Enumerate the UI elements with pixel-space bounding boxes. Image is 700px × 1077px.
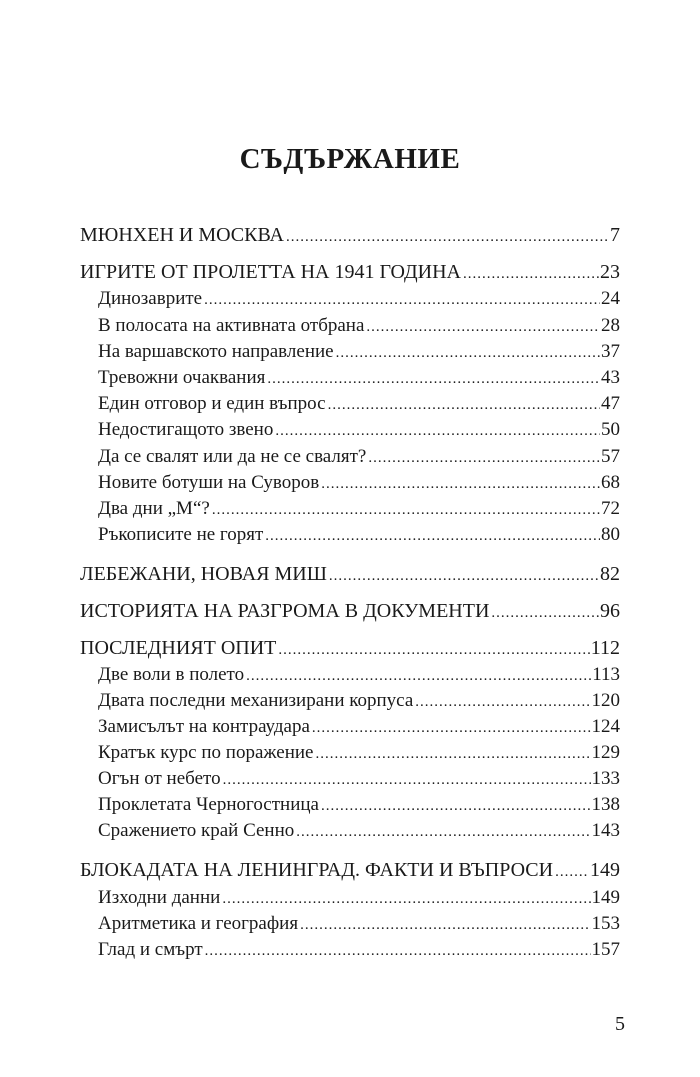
toc-entry-title: На варшавското направление — [98, 341, 334, 362]
toc-entry-section — [98, 498, 620, 524]
toc-entry-section — [98, 690, 620, 716]
toc-entry-title: Аритметика и география — [98, 913, 299, 934]
dot-leader — [321, 798, 591, 815]
toc-entry-title: ИСТОРИЯТА НА РАЗГРОМА В ДОКУМЕНТИ — [80, 600, 490, 622]
toc-entry-section — [98, 716, 620, 742]
toc-entry-section — [98, 742, 620, 768]
toc-entry-page: 82 — [600, 563, 620, 585]
toc-entry-section — [98, 913, 620, 939]
toc-entry-chapter — [80, 563, 620, 589]
toc-entry-title: Недостигащото звено — [98, 419, 274, 440]
toc-entry-title: Двата последни механизирани корпуса — [98, 690, 414, 711]
dot-leader — [212, 502, 600, 519]
toc-entry-page: 96 — [600, 600, 620, 622]
toc-entry-section — [98, 288, 620, 314]
toc-entry-page: 120 — [591, 690, 620, 711]
toc-entry-title: Две воли в полето — [98, 664, 245, 685]
toc-entry-section — [98, 472, 620, 498]
toc-entry-section — [98, 446, 620, 472]
toc-entry-page: 157 — [591, 939, 620, 960]
toc-entry-section — [98, 341, 620, 367]
toc-entry-title: Кратък курс по поражение — [98, 742, 314, 763]
dot-leader — [415, 694, 590, 711]
toc-entry-page: 57 — [601, 446, 620, 467]
toc-entry-page: 153 — [591, 913, 620, 934]
toc-entry-page: 68 — [601, 472, 620, 493]
dot-leader — [463, 266, 599, 283]
toc-entry-title: Сражението край Сенно — [98, 820, 295, 841]
dot-leader — [278, 642, 589, 659]
toc-entry-title: Ръкописите не горят — [98, 524, 264, 545]
toc-entry-page: 149 — [590, 859, 620, 881]
toc-entry-page: 28 — [601, 315, 620, 336]
dot-leader — [204, 292, 600, 309]
dot-leader — [312, 720, 591, 737]
page-title: СЪДЪРЖАНИЕ — [239, 143, 461, 175]
dot-leader — [368, 450, 600, 467]
toc-entry-title: Замисълът на контраудара — [98, 716, 310, 737]
dot-leader — [321, 476, 600, 493]
toc-entry-page: 149 — [591, 887, 620, 908]
toc-entry-title: Новите ботуши на Суворов — [98, 472, 320, 493]
toc-entry-title: Огън от небето — [98, 768, 221, 789]
dot-leader — [267, 371, 600, 388]
toc-entry-chapter — [80, 224, 620, 250]
toc-entry-title: МЮНХЕН И МОСКВА — [80, 224, 285, 246]
toc-entry-title: ЛЕБЕЖАНИ, НОВАЯ МИШ — [80, 563, 327, 585]
toc-entry-page: 24 — [601, 288, 620, 309]
toc-entry-page: 143 — [591, 820, 620, 841]
dot-leader — [315, 746, 590, 763]
toc-entry-section — [98, 664, 620, 690]
dot-leader — [296, 824, 590, 841]
toc-entry-section — [98, 367, 620, 393]
dot-leader — [286, 229, 609, 246]
toc-entry-page: 72 — [601, 498, 620, 519]
toc-entry-title: ИГРИТЕ ОТ ПРОЛЕТТА НА 1941 ГОДИНА — [80, 261, 461, 283]
dot-leader — [246, 668, 591, 685]
toc-entry-section — [98, 939, 620, 965]
toc-entry-section — [98, 794, 620, 820]
dot-leader — [491, 605, 599, 622]
toc-entry-section — [98, 768, 620, 794]
toc-entry-title: Проклетата Черногостница — [98, 794, 319, 815]
page-number: 5 — [615, 1013, 625, 1035]
dot-leader — [223, 772, 591, 789]
toc-entry-page: 129 — [591, 742, 620, 763]
toc-entry-title: В полосата на активната отбрана — [98, 315, 365, 336]
toc-entry-section — [98, 887, 620, 913]
toc-entry-section — [98, 419, 620, 445]
dot-leader — [336, 345, 600, 362]
toc-entry-page: 138 — [591, 794, 620, 815]
toc-entry-section — [98, 315, 620, 341]
toc-entry-page: 23 — [600, 261, 620, 283]
toc-entry-title: Глад и смърт — [98, 939, 203, 960]
toc-entry-section — [98, 820, 620, 846]
dot-leader — [222, 891, 590, 908]
dot-leader — [555, 864, 589, 881]
toc-entry-page: 113 — [592, 664, 620, 685]
toc-entry-page: 43 — [601, 367, 620, 388]
toc-entry-page: 47 — [601, 393, 620, 414]
dot-leader — [300, 917, 590, 934]
dot-leader — [328, 397, 600, 414]
dot-leader — [205, 943, 591, 960]
toc-entry-page: 50 — [601, 419, 620, 440]
toc-entry-page: 7 — [610, 224, 620, 246]
toc-entry-chapter — [80, 859, 620, 885]
toc-entry-page: 112 — [590, 637, 620, 659]
dot-leader — [275, 423, 600, 440]
toc-entry-chapter — [80, 600, 620, 626]
toc-entry-title: ПОСЛЕДНИЯТ ОПИТ — [80, 637, 277, 659]
toc-entry-section — [98, 524, 620, 550]
toc-entry-page: 124 — [591, 716, 620, 737]
toc-entry-page: 80 — [601, 524, 620, 545]
toc-entry-title: Един отговор и един въпрос — [98, 393, 326, 414]
toc-entry-page: 37 — [601, 341, 620, 362]
toc-entry-title: Динозаврите — [98, 288, 203, 309]
toc-entry-chapter — [80, 261, 620, 287]
toc-entry-title: Тревожни очаквания — [98, 367, 266, 388]
toc-entry-title: БЛОКАДАТА НА ЛЕНИНГРАД. ФАКТИ И ВЪПРОСИ — [80, 859, 554, 881]
dot-leader — [329, 568, 599, 585]
dot-leader — [265, 528, 600, 545]
dot-leader — [366, 319, 600, 336]
toc-entry-section — [98, 393, 620, 419]
toc-entry-title: Да се свалят или да не се свалят? — [98, 446, 367, 467]
toc-entry-chapter — [80, 637, 620, 663]
toc-entry-title: Изходни данни — [98, 887, 221, 908]
toc-entry-title: Два дни „М“? — [98, 498, 210, 519]
toc-entry-page: 133 — [591, 768, 620, 789]
